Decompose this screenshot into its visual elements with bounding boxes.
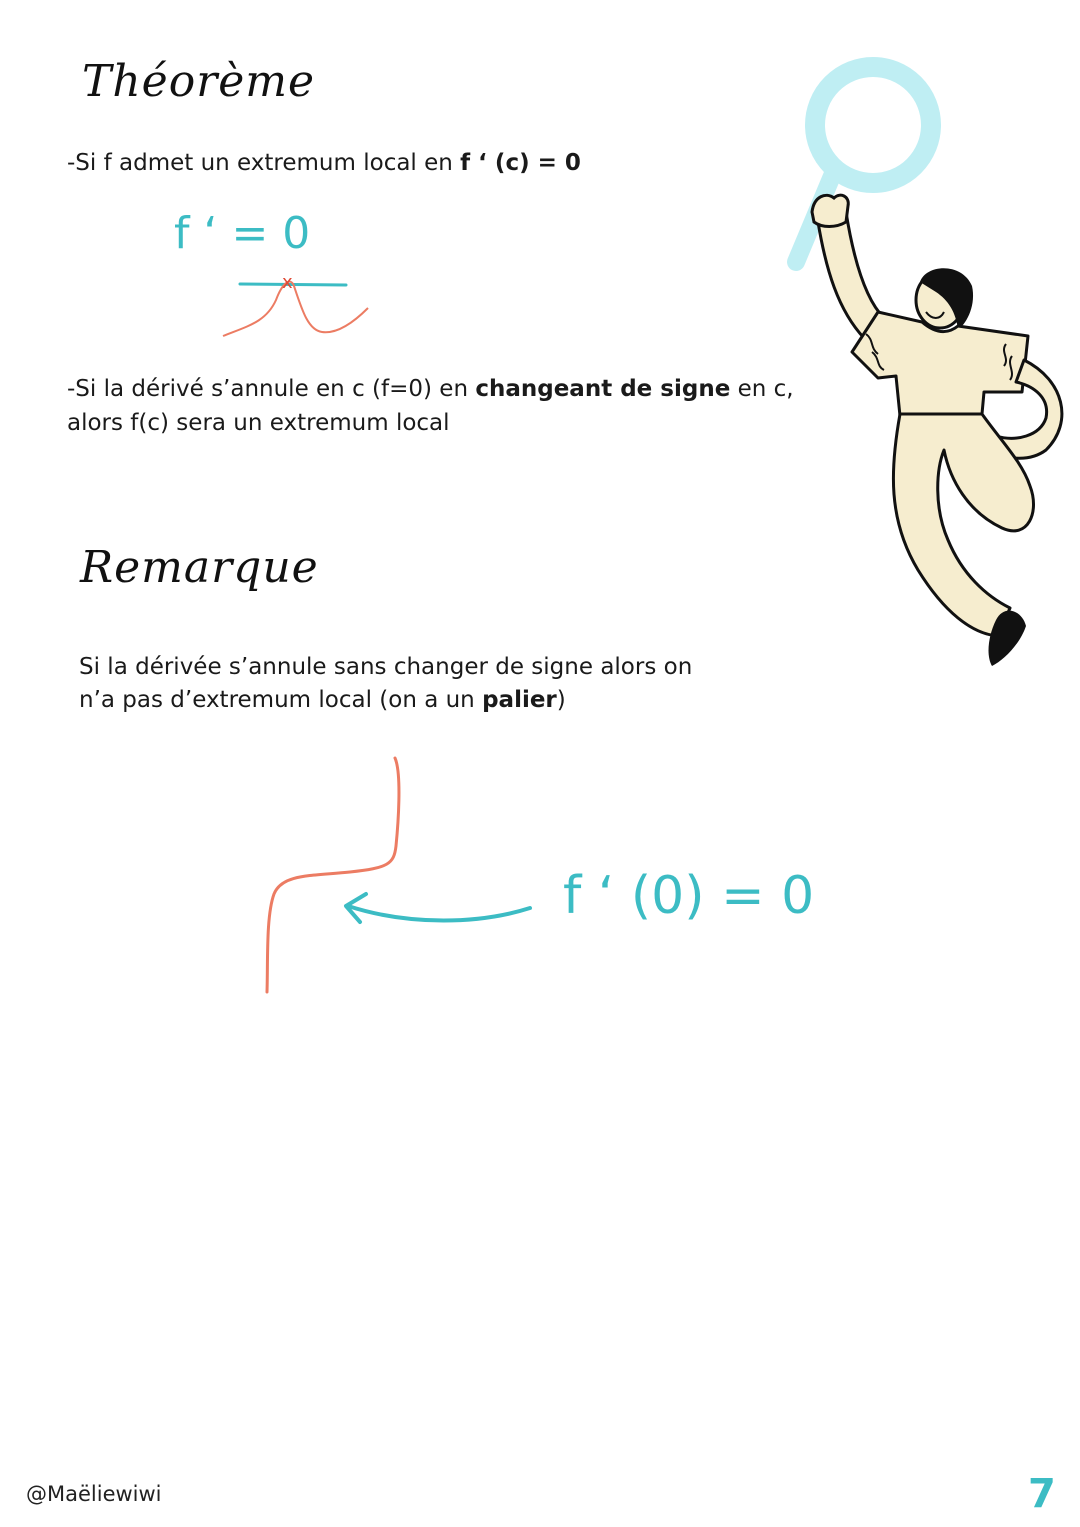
theorem-line-2-bold: changeant de signe [475,376,731,402]
remark-line-2 [79,683,566,717]
theorem-line-2 [67,372,794,406]
page-number: 7 [1028,1471,1056,1517]
remark-title: Remarque [80,542,319,593]
remark-line-2-bold: palier [482,687,557,713]
remark-line-2-text: n’a pas d’extremum local (on a un [79,687,483,713]
left-arrow-icon [346,894,530,922]
theorem-line-2-suffix: en c, [730,376,794,402]
theorem-line-2-text: -Si la dérivé s’annule en c (f=0) en [67,376,476,402]
author-handle: @Maëliewiwi [26,1482,162,1506]
theorem-line-1 [67,146,581,180]
remark-line-2-suffix: ) [556,687,566,713]
theorem-title: Théorème [82,56,316,107]
theorem-sketch-label: f ‘ = 0 [174,208,311,259]
theorem-line-3: alors f(c) sera un extremum local [67,410,450,436]
jumping-person-illustration [780,50,1080,670]
theorem-line-1-formula: f ‘ (c) = 0 [460,150,581,176]
theorem-line-1-text: -Si f admet un extremum local en [67,150,461,176]
curve-plateau [267,758,399,992]
magnifying-glass-illustration [796,67,931,262]
remark-line-1: Si la dérivée s’annule sans changer de signe alors on [79,654,693,680]
extremum-sketch [218,270,378,342]
extremum-mark: x [282,272,293,293]
plateau-label: f ‘ (0) = 0 [563,866,815,926]
curve-extremum [223,282,368,336]
